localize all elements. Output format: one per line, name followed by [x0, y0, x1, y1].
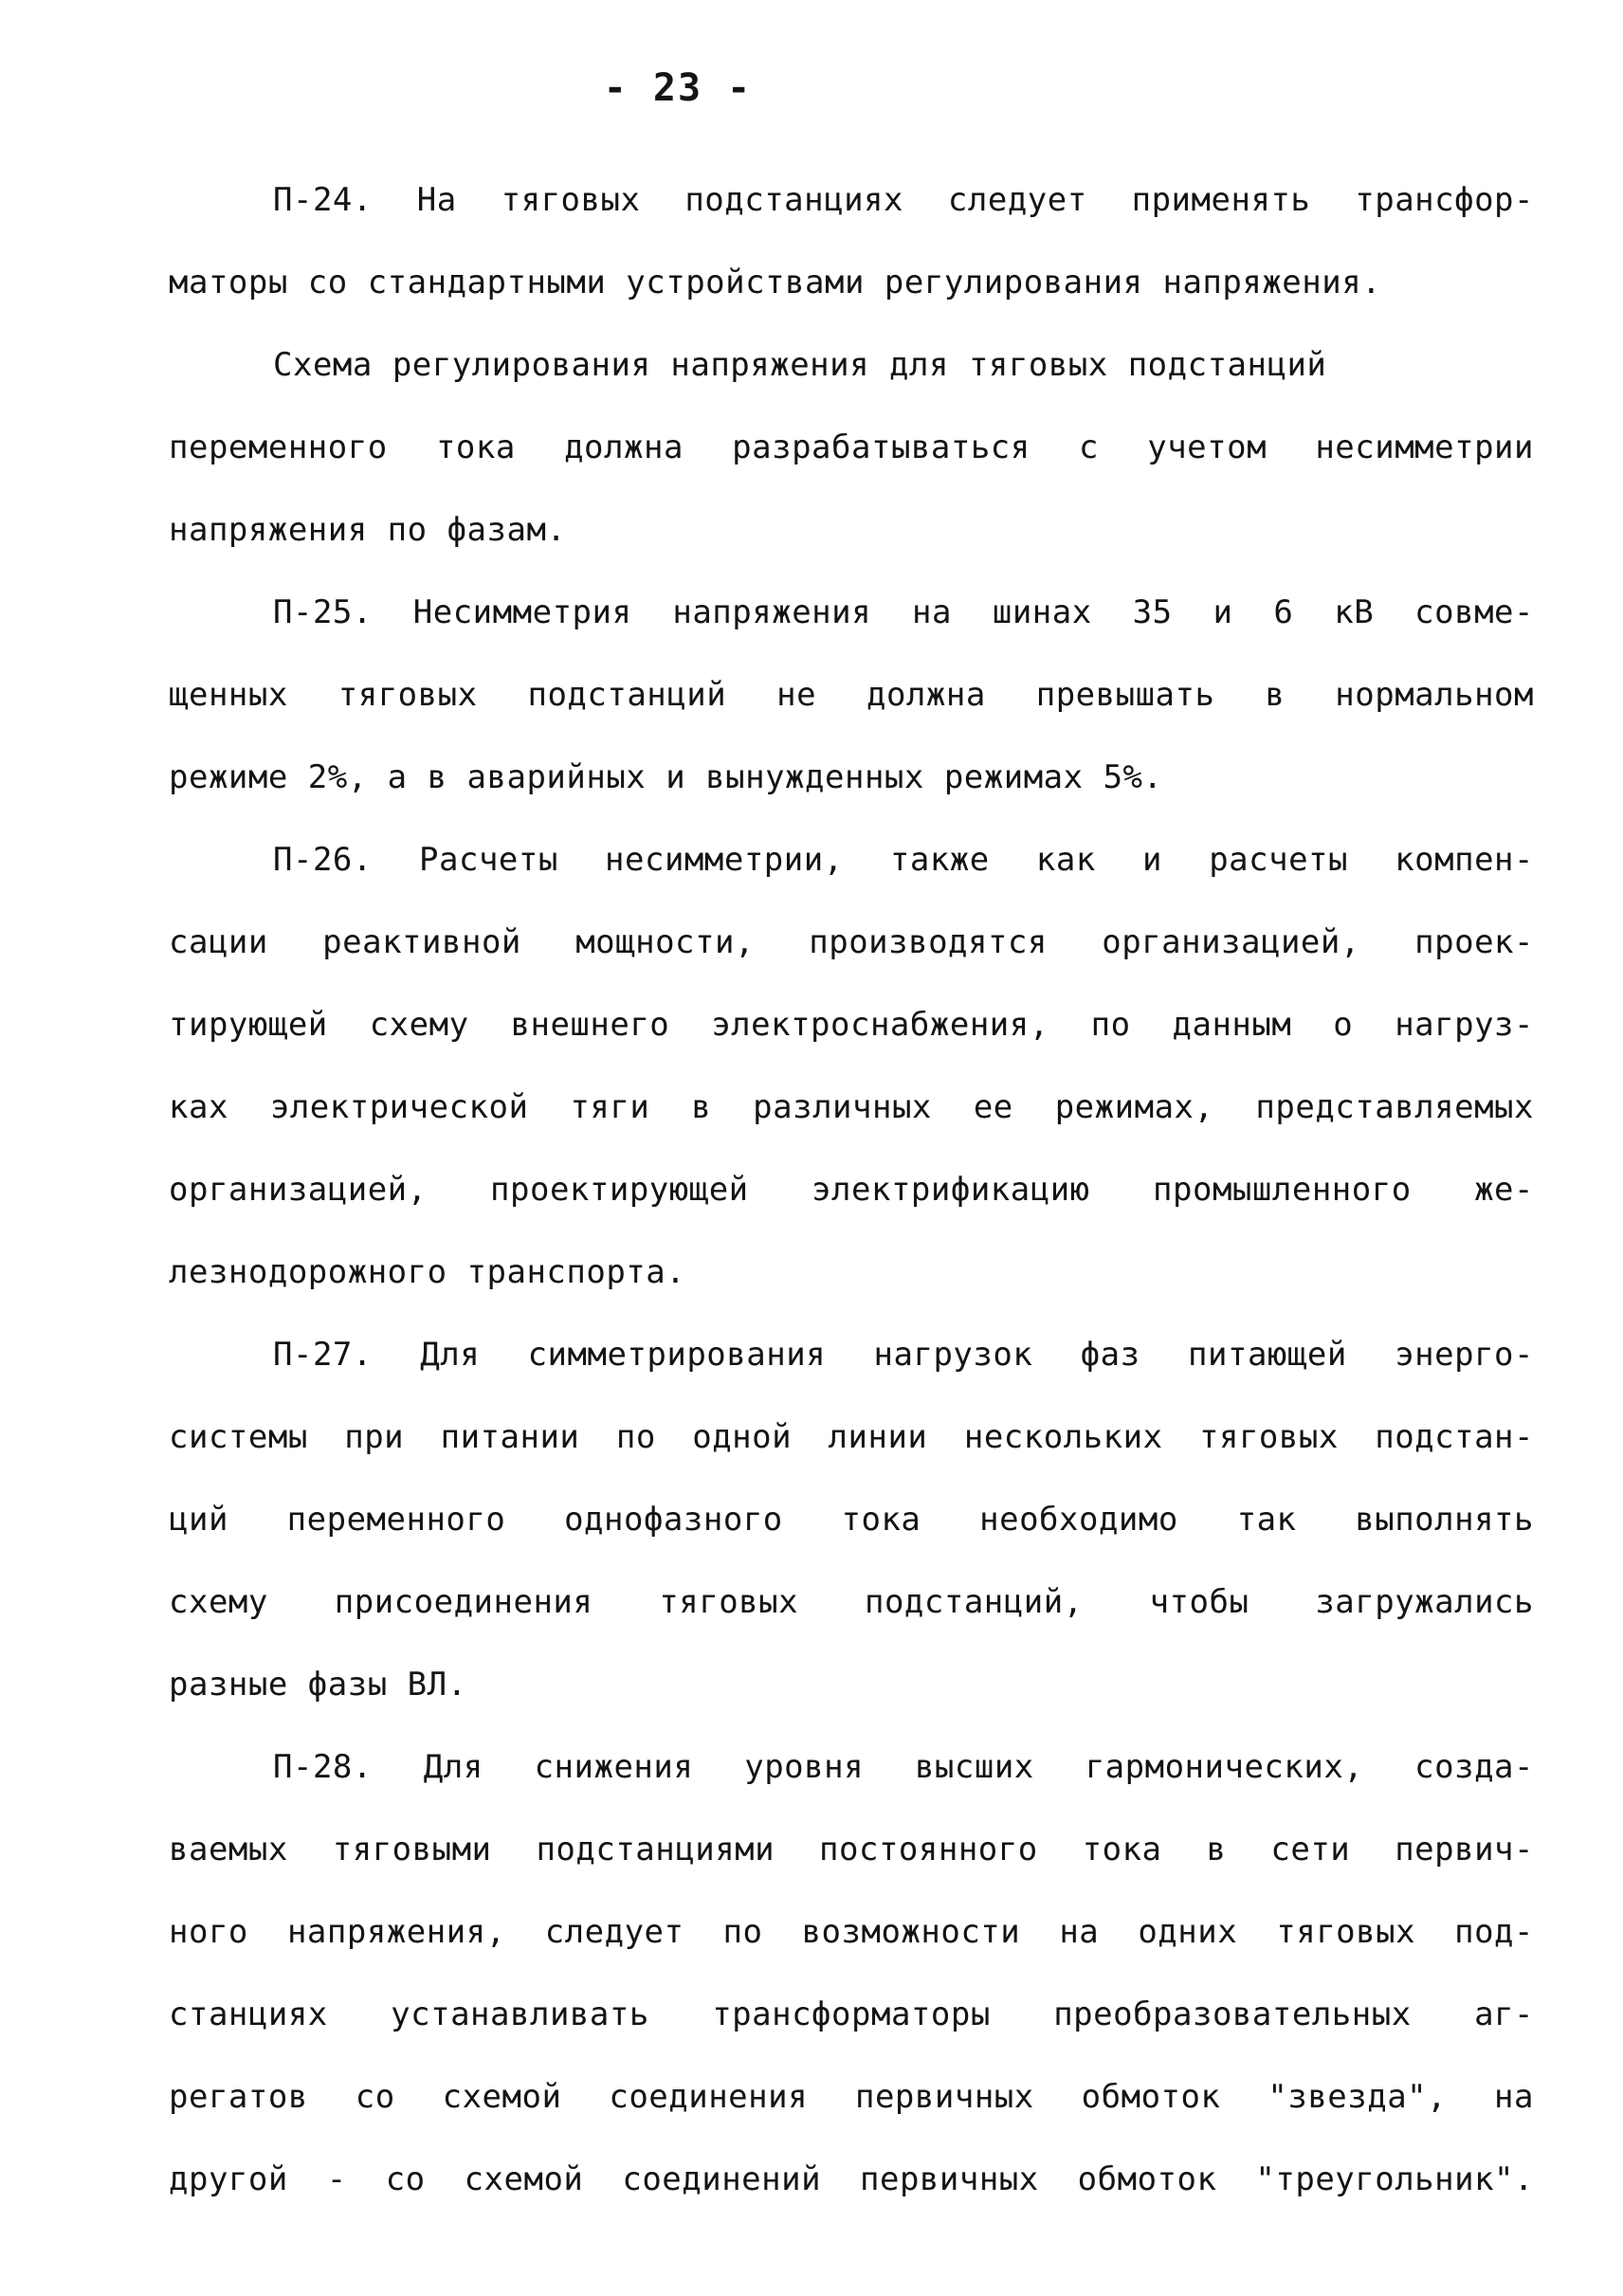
text-line: регатов со схемой соединения первичных обмоток "звезда", на [169, 2078, 1534, 2116]
text-line: сации реактивной мощности, производятся организацией, проек- [169, 923, 1534, 961]
text-line: станциях устанавливать трансформаторы преобразовательных аг- [169, 1995, 1534, 2033]
text-line: режиме 2%, а в аварийных и вынужденных режимах 5%. [169, 758, 1163, 796]
text-line: тирующей схему внешнего электроснабжения, по данным о нагруз- [169, 1006, 1534, 1044]
text-line: П-24. На тяговых подстанциях следует применять трансфор- [273, 181, 1534, 219]
text-line: Схема регулирования напряжения для тяговых подстанций [273, 346, 1327, 384]
text-line: системы при питании по одной линии нескольких тяговых подстан- [169, 1418, 1534, 1456]
text-line: переменного тока должна разрабатываться с учетом несимметрии [169, 428, 1534, 466]
text-line: организацией, проектирующей электрификацию промышленного же- [169, 1171, 1534, 1209]
body-text [169, 159, 1534, 2221]
text-line: П-26. Расчеты несимметрии, также как и расчеты компен- [273, 841, 1534, 879]
text-line: П-25. Несимметрия напряжения на шинах 35 и 6 кВ совме- [273, 593, 1534, 631]
text-line: щенных тяговых подстанций не должна превышать в нормальном [169, 676, 1534, 714]
text-line: напряжения по фазам. [169, 511, 567, 549]
text-line: схему присоединения тяговых подстанций, чтобы загружались [169, 1583, 1534, 1621]
text-line: другой - со схемой соединений первичных обмоток "треугольник". [169, 2160, 1534, 2198]
text-line: лезнодорожного транспорта. [169, 1253, 686, 1291]
page-number: - 23 - [603, 66, 753, 110]
text-line: маторы со стандартными устройствами регулирования напряжения. [169, 264, 1382, 301]
text-line: ций переменного однофазного тока необходимо так выполнять [169, 1501, 1534, 1539]
text-line: разные фазы ВЛ. [169, 1666, 467, 1704]
text-line: ках электрической тяги в различных ее режимах, представляемых [169, 1088, 1534, 1126]
text-line: П-28. Для снижения уровня высших гармонических, созда- [273, 1748, 1534, 1786]
text-line: П-27. Для симметрирования нагрузок фаз питающей энерго- [273, 1336, 1534, 1374]
text-line: ваемых тяговыми подстанциями постоянного тока в сети первич- [169, 1831, 1534, 1868]
text-line: ного напряжения, следует по возможности на одних тяговых под- [169, 1913, 1534, 1951]
